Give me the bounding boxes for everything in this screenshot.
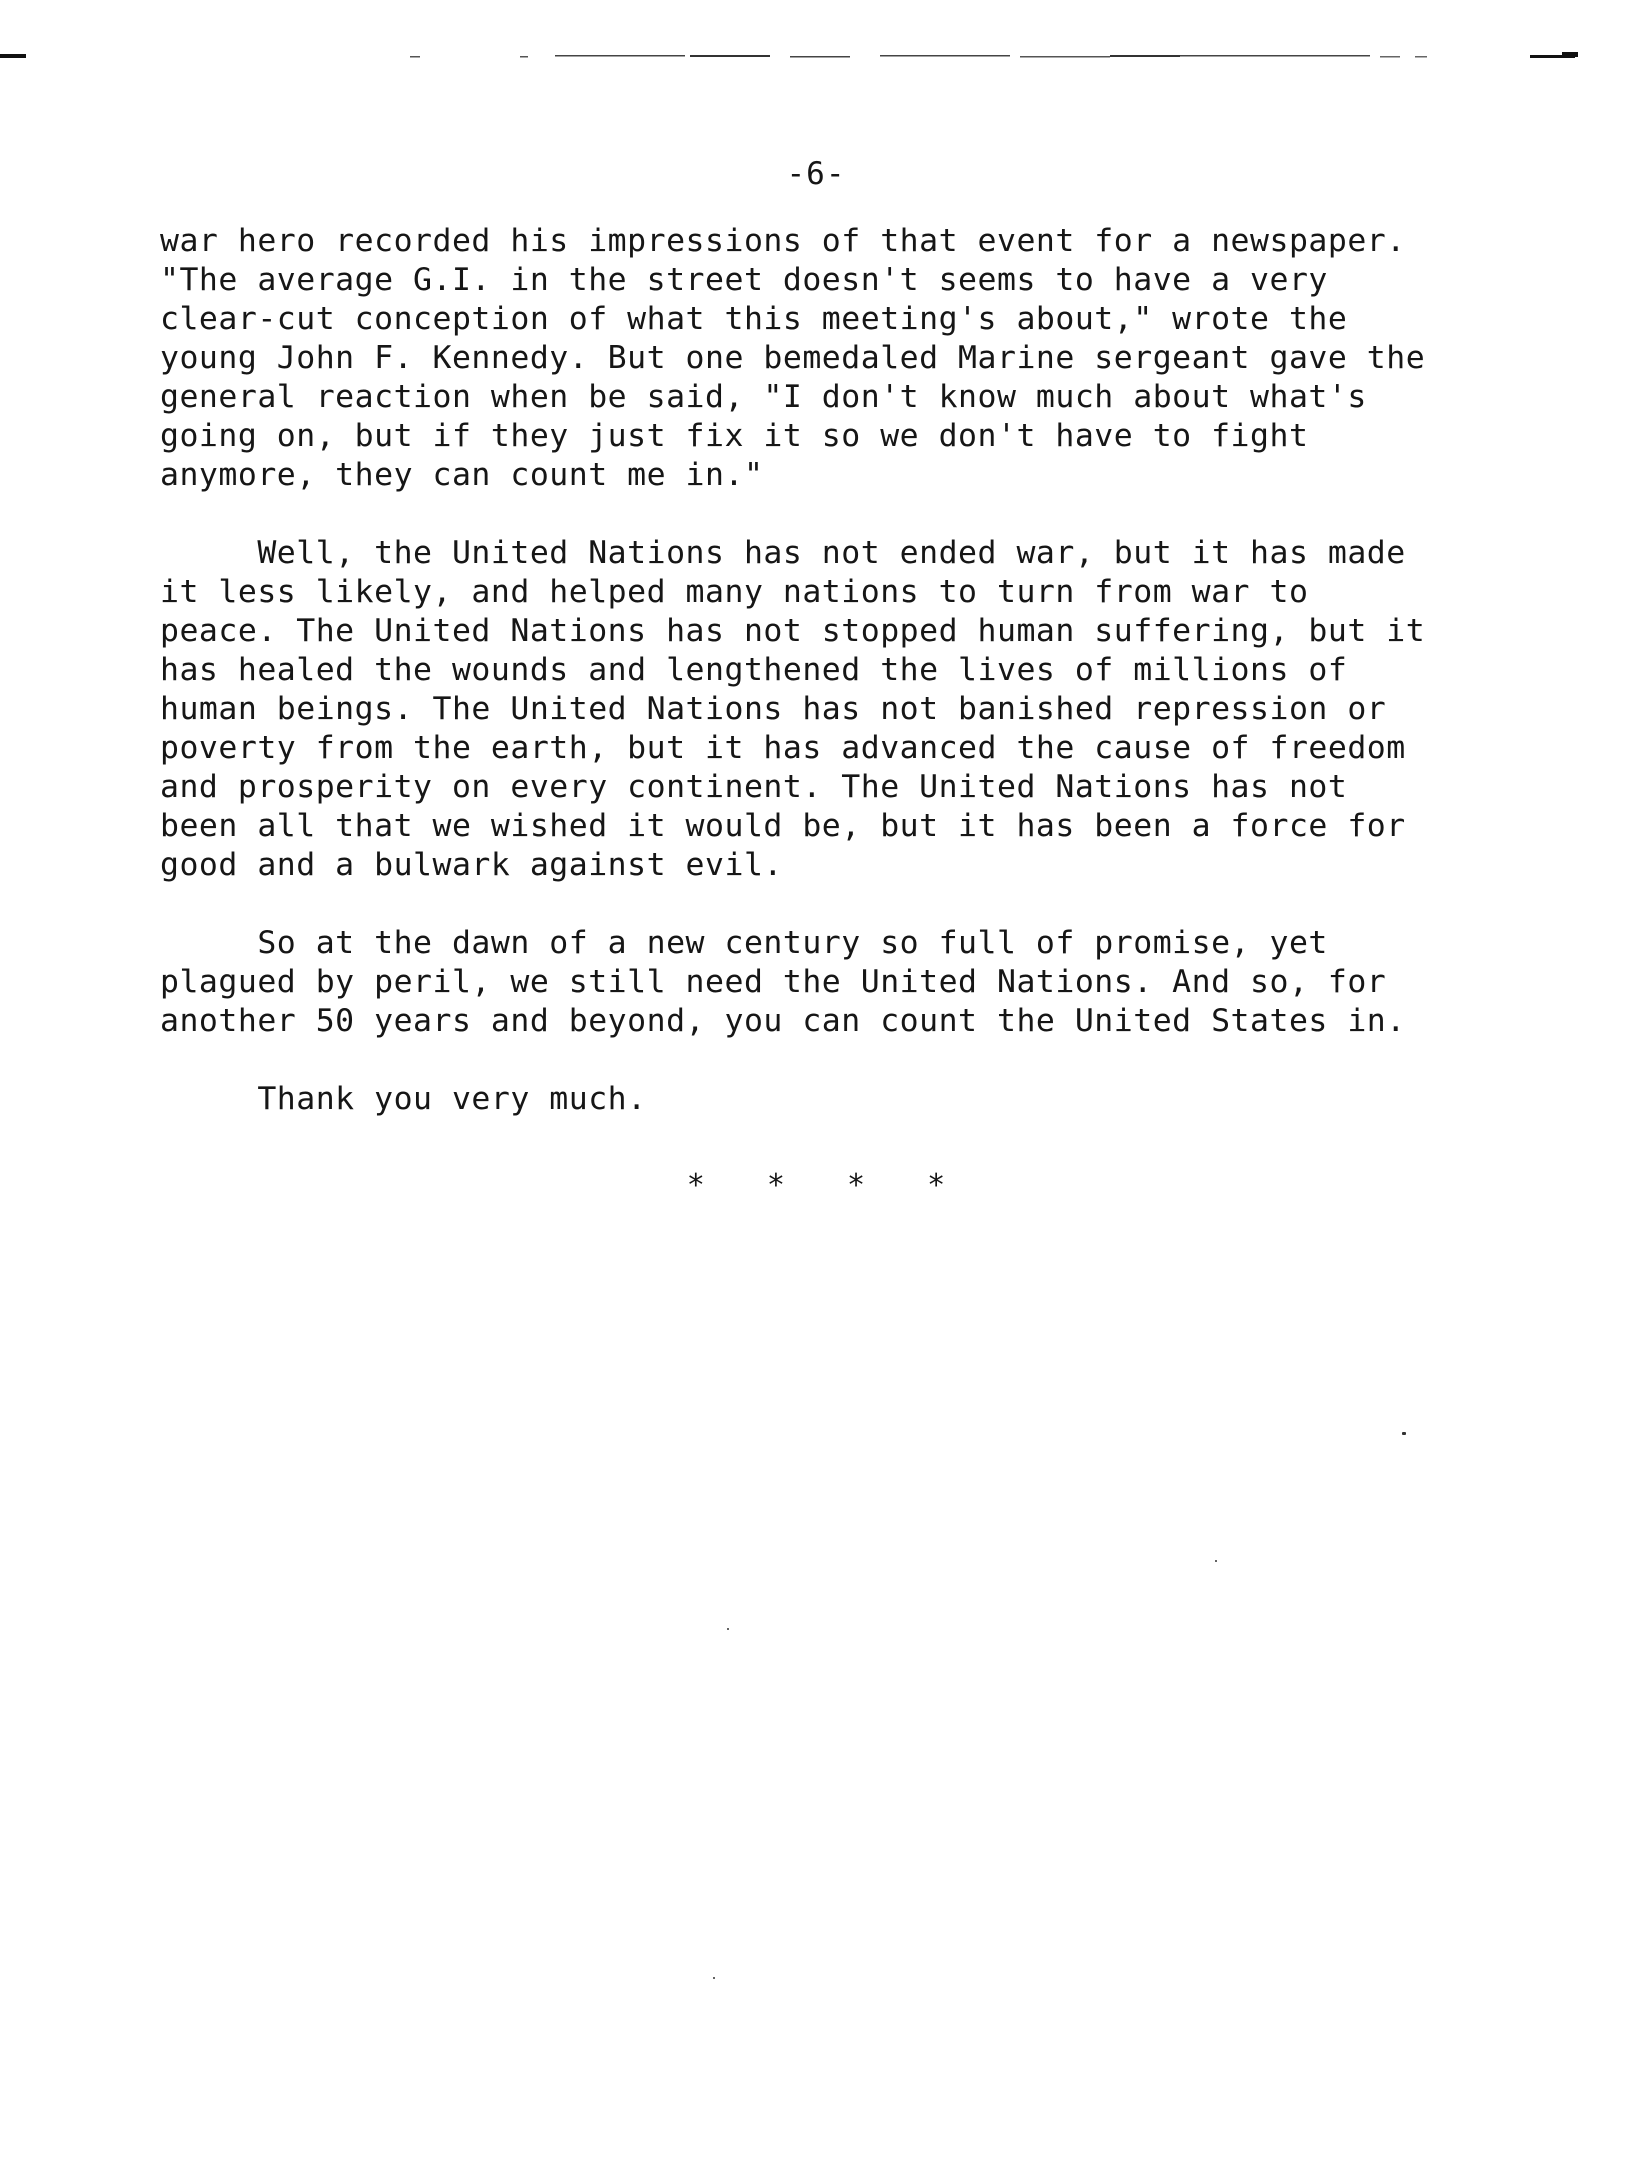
scan-edge-artifact: [0, 50, 1632, 70]
letter-body: [160, 222, 1480, 1158]
scan-speck: [727, 1628, 729, 1630]
text-line: good and a bulwark against evil.: [160, 847, 783, 883]
text-line: and prosperity on every continent. The United Nations has not: [160, 769, 1348, 805]
text-line: clear-cut conception of what this meeting's about," wrote the: [160, 301, 1348, 337]
text-line: it less likely, and helped many nations to turn from war to: [160, 574, 1309, 610]
text-line: going on, but if they just fix it so we don't have to fight: [160, 418, 1309, 454]
paragraph: [160, 534, 1480, 885]
text-line: young John F. Kennedy. But one bemedaled Marine sergeant gave the: [160, 340, 1426, 376]
text-line: "The average G.I. in the street doesn't seems to have a very: [160, 262, 1328, 298]
scan-speck: [1402, 1432, 1406, 1435]
text-line: human beings. The United Nations has not banished repression or: [160, 691, 1387, 727]
text-line: Well, the United Nations has not ended war, but it has made: [160, 535, 1406, 571]
scan-speck: [1215, 1560, 1217, 1562]
text-line: anymore, they can count me in.": [160, 457, 764, 493]
text-line: Thank you very much.: [160, 1081, 647, 1117]
page-number: -6-: [786, 156, 846, 192]
text-line: another 50 years and beyond, you can count the United States in.: [160, 1003, 1406, 1039]
text-line: been all that we wished it would be, but it has been a force for: [160, 808, 1406, 844]
paragraph: [160, 222, 1480, 495]
paragraph: [160, 924, 1480, 1041]
text-line: has healed the wounds and lengthened the lives of millions of: [160, 652, 1348, 688]
text-line: poverty from the earth, but it has advanced the cause of freedom: [160, 730, 1406, 766]
text-line: peace. The United Nations has not stopped human suffering, but it: [160, 613, 1426, 649]
text-line: plagued by peril, we still need the United Nations. And so, for: [160, 964, 1387, 1000]
scan-speck: [713, 1977, 715, 1979]
end-mark: * * * *: [686, 1168, 968, 1203]
text-line: So at the dawn of a new century so full of promise, yet: [160, 925, 1328, 961]
text-line: war hero recorded his impressions of that event for a newspaper.: [160, 223, 1406, 259]
paragraph: [160, 1080, 1480, 1119]
text-line: general reaction when be said, "I don't know much about what's: [160, 379, 1367, 415]
